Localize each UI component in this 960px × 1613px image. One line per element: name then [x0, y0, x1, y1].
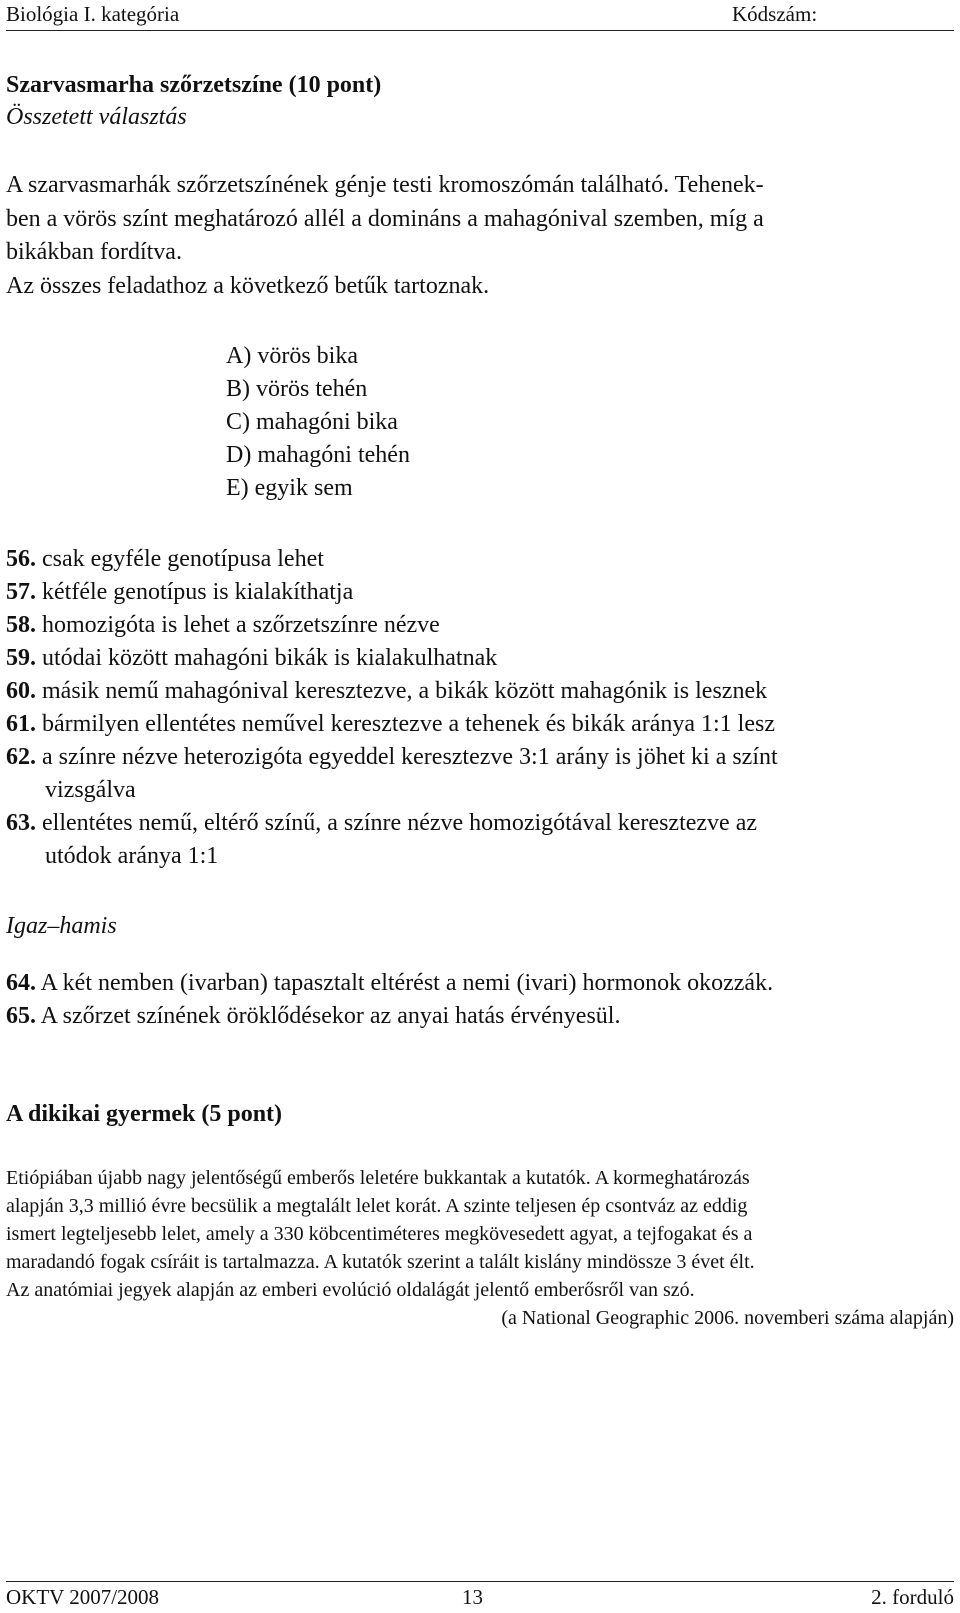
- question-65: [6, 1003, 620, 1030]
- question-text: ellentétes nemű, eltérő színű, a színre nézve homozigótával keresztezve az: [36, 810, 757, 836]
- intro-line: A szarvasmarhák szőrzetszínének génje testi kromoszómán található. Tehenek-: [6, 172, 764, 198]
- page-number: 13: [462, 1585, 483, 1609]
- header-code-label: Kódszám:: [732, 2, 818, 26]
- question-text: A két nemben (ivarban) tapasztalt eltérést a nemi (ivari) hormonok okozzák.: [36, 970, 774, 996]
- question-text: A szőrzet színének öröklődésekor az anyai hatás érvényesül.: [36, 1003, 621, 1029]
- question-62-continuation: vizsgálva: [45, 777, 136, 803]
- section2-title: A dikikai gyermek (5 pont): [6, 1101, 283, 1127]
- question-61: [6, 711, 775, 738]
- passage-line: maradandó fogak csíráit is tartalmazza. A kutatók szerint a talált kislány mindössze 3 évet élt.: [6, 1251, 755, 1273]
- passage-line: alapján 3,3 millió évre becsülik a megtalált lelet korát. A szinte teljesen ép csontváz az eddig: [6, 1195, 748, 1217]
- question-text: bármilyen ellentétes neművel keresztezve a tehenek és bikák aránya 1:1 lesz: [36, 711, 775, 737]
- question-text: kétféle genotípus is kialakíthatja: [36, 579, 354, 605]
- intro-line: bikákban fordítva.: [6, 239, 182, 265]
- question-number: 60.: [6, 678, 36, 704]
- question-number: 58.: [6, 612, 36, 638]
- question-63: [6, 810, 757, 837]
- question-number: 65.: [6, 1003, 36, 1029]
- question-number: 57.: [6, 579, 36, 605]
- option-b: B) vörös tehén: [226, 376, 368, 402]
- passage-source: (a National Geographic 2006. novemberi száma alapján): [501, 1307, 954, 1329]
- passage-line: Az anatómiai jegyek alapján az emberi evolúció oldalágát jelentő emberősről van szó.: [6, 1279, 695, 1301]
- question-63-continuation: utódok aránya 1:1: [45, 843, 219, 869]
- option-d: D) mahagóni tehén: [226, 442, 410, 468]
- intro-line: Az összes feladathoz a következő betűk tartoznak.: [6, 273, 490, 299]
- passage-line: ismert legteljesebb lelet, amely a 330 köbcentiméteres megkövesedett agyat, a tejfogakat és a: [6, 1223, 753, 1245]
- question-number: 62.: [6, 744, 36, 770]
- header-category: Biológia I. kategória: [6, 2, 180, 26]
- question-59: [6, 645, 497, 672]
- question-text: homozigóta is lehet a szőrzetszínre nézve: [36, 612, 440, 638]
- question-62: [6, 744, 778, 771]
- question-number: 56.: [6, 546, 36, 572]
- footer-round: 2. forduló: [871, 1585, 954, 1609]
- footer-competition: OKTV 2007/2008: [6, 1585, 160, 1609]
- question-text: másik nemű mahagónival keresztezve, a bikák között mahagónik is lesznek: [36, 678, 768, 704]
- question-60: [6, 678, 767, 705]
- question-number: 63.: [6, 810, 36, 836]
- header-rule: [6, 30, 954, 31]
- question-number: 64.: [6, 970, 36, 996]
- question-58: [6, 612, 440, 639]
- passage-line: Etiópiában újabb nagy jelentőségű emberős leletére bukkantak a kutatók. A kormeghatározás: [6, 1167, 750, 1189]
- page-header: [6, 2, 954, 32]
- question-text: csak egyféle genotípusa lehet: [36, 546, 324, 572]
- question-number: 59.: [6, 645, 36, 671]
- intro-line: ben a vörös színt meghatározó allél a domináns a mahagónival szemben, míg a: [6, 206, 764, 232]
- question-64: [6, 970, 773, 997]
- question-text: utódai között mahagóni bikák is kialakulhatnak: [36, 645, 498, 671]
- truefalse-heading: Igaz–hamis: [6, 913, 117, 939]
- section1-title: Szarvasmarha szőrzetszíne (10 pont): [6, 72, 382, 98]
- option-a: A) vörös bika: [226, 343, 358, 369]
- page-footer: [6, 1585, 954, 1613]
- section1-subtitle: Összetett választás: [6, 104, 187, 130]
- footer-rule: [6, 1581, 954, 1582]
- option-c: C) mahagóni bika: [226, 409, 398, 435]
- option-e: E) egyik sem: [226, 475, 353, 501]
- question-57: [6, 579, 353, 606]
- question-number: 61.: [6, 711, 36, 737]
- question-56: [6, 546, 324, 573]
- question-text: a színre nézve heterozigóta egyeddel keresztezve 3:1 arány is jöhet ki a színt: [36, 744, 778, 770]
